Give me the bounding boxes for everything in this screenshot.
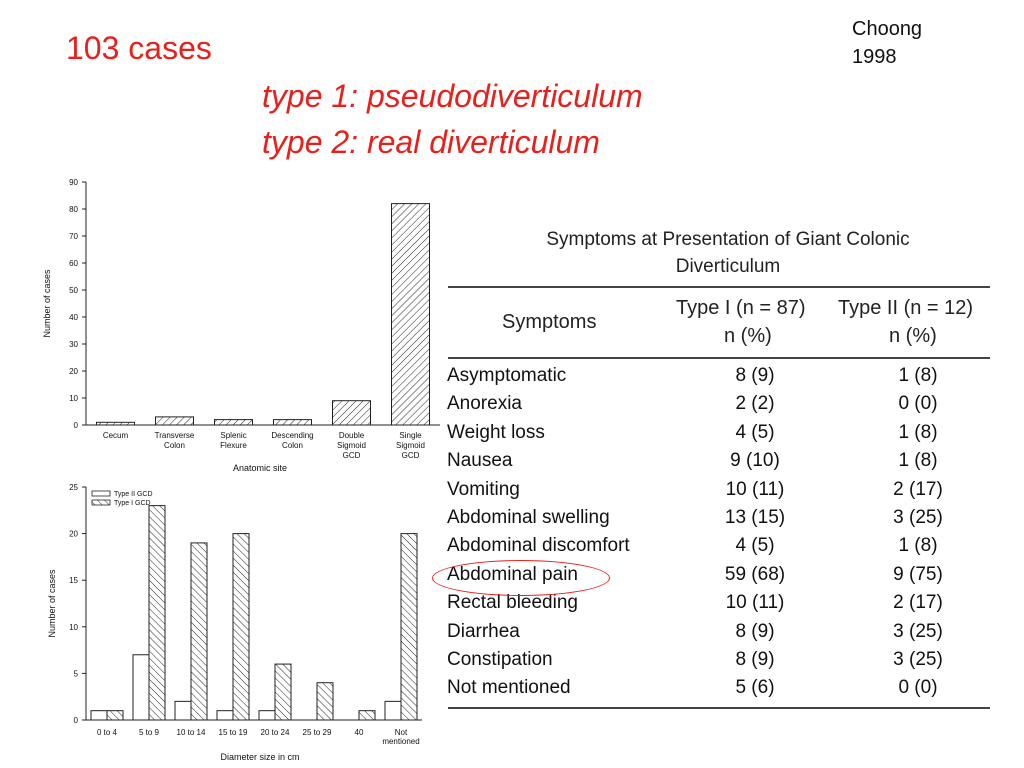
y-tick-label: 30	[69, 340, 78, 349]
x-tick-label: Sigmoid	[337, 441, 366, 450]
row-type2-value: 1 (8)	[898, 421, 938, 443]
row-symptom: Diarrhea	[447, 620, 520, 642]
legend-swatch	[92, 500, 110, 505]
bar	[107, 711, 123, 720]
y-tick-label: 0	[73, 421, 78, 430]
col-header-type1: Type I (n = 87)	[676, 297, 806, 319]
bar	[149, 506, 165, 720]
row-symptom: Rectal bleeding	[447, 592, 578, 614]
table-title-line1: Symptoms at Presentation of Giant Colonic	[546, 229, 910, 250]
x-tick-label: 0 to 4	[96, 728, 118, 737]
x-tick-label: Descending	[271, 431, 314, 440]
table-header-rule	[448, 357, 990, 359]
y-tick-label: 5	[73, 669, 78, 679]
bar	[191, 543, 207, 720]
y-tick-label: 0	[73, 716, 78, 725]
highlight-ellipse	[432, 560, 610, 596]
x-tick-label: Splenic	[220, 431, 247, 440]
x-tick-label: Double	[338, 431, 365, 440]
row-type2-value: 3 (25)	[893, 620, 943, 642]
slide-subtitle-type2: type 2: real diverticulum	[262, 124, 600, 160]
citation-year: 1998	[852, 46, 897, 68]
bar	[91, 711, 107, 720]
bar	[97, 422, 135, 425]
bar	[259, 711, 275, 720]
x-tick-label: Transverse	[154, 431, 195, 440]
y-tick-label: 70	[69, 232, 78, 241]
bar	[274, 420, 312, 425]
y-tick-label: 90	[69, 178, 78, 187]
y-tick-label: 60	[69, 259, 78, 268]
diameter-size-chart	[47, 483, 422, 762]
y-axis-label: Number of cases	[47, 569, 57, 638]
row-type1-value: 5 (6)	[735, 677, 775, 699]
x-tick-label: Colon	[282, 441, 303, 450]
bar	[233, 534, 249, 720]
bar	[156, 417, 194, 425]
y-tick-label: 20	[69, 367, 78, 376]
table-bottom-rule	[448, 707, 990, 709]
row-symptom: Constipation	[447, 649, 553, 670]
table-title-line2: Diverticulum	[675, 256, 781, 277]
row-type1-value: 2 (2)	[735, 393, 775, 415]
row-type1-value: 4 (5)	[735, 421, 775, 443]
y-tick-label: 40	[69, 313, 78, 322]
row-symptom: Vomiting	[447, 478, 520, 500]
row-symptom: Weight loss	[447, 421, 545, 443]
row-symptom: Abdominal pain	[447, 563, 578, 585]
slide-subtitle-type1: type 1: pseudodiverticulum	[262, 78, 643, 114]
row-type2-value: 1 (8)	[898, 450, 938, 472]
y-tick-label: 20	[69, 529, 78, 539]
col-header-type2-unit: n (%)	[889, 325, 937, 347]
slide-title: 103 cases	[66, 30, 212, 66]
row-type2-value: 3 (25)	[893, 507, 943, 528]
row-type2-value: 1 (8)	[898, 365, 938, 386]
bar	[392, 204, 430, 425]
y-tick-label: 10	[69, 622, 78, 632]
x-tick-label: GCD	[401, 451, 420, 460]
row-type1-value: 13 (15)	[724, 507, 786, 528]
row-type1-value: 59 (68)	[724, 563, 786, 585]
row-type1-value: 9 (10)	[730, 450, 780, 472]
x-tick-label: Flexure	[220, 441, 247, 450]
row-symptom: Nausea	[447, 450, 513, 472]
y-tick-label: 50	[69, 286, 78, 295]
legend-label: Type I GCD	[114, 500, 151, 507]
x-tick-label: 15 to 19	[218, 728, 248, 737]
x-tick-label: 20 to 24	[260, 728, 290, 737]
legend-label: Type II GCD	[114, 491, 153, 498]
row-type1-value: 10 (11)	[725, 478, 785, 500]
row-symptom: Not mentioned	[447, 677, 571, 699]
bar	[133, 655, 149, 720]
anatomic-site-chart	[42, 178, 440, 473]
x-tick-label: Colon	[164, 441, 185, 450]
y-tick-label: 80	[69, 205, 78, 214]
x-tick-label: 25 to 29	[302, 728, 332, 737]
x-axis-label: Diameter size in cm	[220, 752, 300, 762]
bar	[333, 401, 371, 425]
x-axis-label: Anatomic site	[232, 463, 288, 473]
bar	[217, 711, 233, 720]
table-top-rule	[448, 286, 990, 288]
x-tick-label: 40	[354, 728, 364, 737]
row-symptom: Asymptomatic	[447, 365, 567, 386]
row-type2-value: 2 (17)	[893, 478, 943, 500]
citation-author: Choong	[852, 18, 923, 40]
row-type1-value: 10 (11)	[725, 592, 785, 614]
row-symptom: Abdominal discomfort	[447, 535, 630, 557]
x-tick-label: Single	[399, 431, 422, 440]
bar	[385, 701, 401, 720]
row-type2-value: 9 (75)	[893, 563, 943, 585]
row-symptom: Abdominal swelling	[447, 507, 610, 528]
bar	[401, 534, 417, 720]
row-type2-value: 0 (0)	[898, 677, 938, 699]
col-header-type1-unit: n (%)	[724, 325, 772, 347]
bar	[175, 701, 191, 720]
row-symptom: Anorexia	[447, 393, 522, 415]
bar	[275, 664, 291, 720]
x-tick-label: Not	[394, 728, 408, 737]
x-tick-label: Cecum	[102, 431, 129, 440]
row-type1-value: 8 (9)	[735, 365, 775, 386]
row-type2-value: 3 (25)	[893, 649, 943, 670]
col-header-type2: Type II (n = 12)	[838, 297, 974, 319]
x-tick-label: Sigmoid	[396, 441, 425, 450]
row-type2-value: 2 (17)	[893, 592, 943, 614]
row-type1-value: 8 (9)	[735, 620, 775, 642]
row-type1-value: 8 (9)	[735, 649, 775, 670]
x-tick-label: 10 to 14	[176, 728, 206, 737]
legend-swatch	[92, 491, 110, 496]
bar	[317, 683, 333, 720]
bar	[359, 711, 375, 720]
col-header-symptoms: Symptoms	[502, 311, 597, 333]
row-type2-value: 1 (8)	[898, 535, 938, 557]
y-axis-label: Number of cases	[42, 269, 52, 338]
row-type1-value: 4 (5)	[735, 535, 775, 557]
row-type2-value: 0 (0)	[898, 393, 938, 415]
x-tick-label: mentioned	[382, 737, 420, 746]
x-tick-label: GCD	[342, 451, 361, 460]
y-tick-label: 15	[69, 576, 78, 586]
y-tick-label: 25	[69, 483, 78, 492]
y-tick-label: 10	[69, 394, 78, 403]
x-tick-label: 5 to 9	[138, 728, 160, 737]
bar	[215, 420, 253, 425]
